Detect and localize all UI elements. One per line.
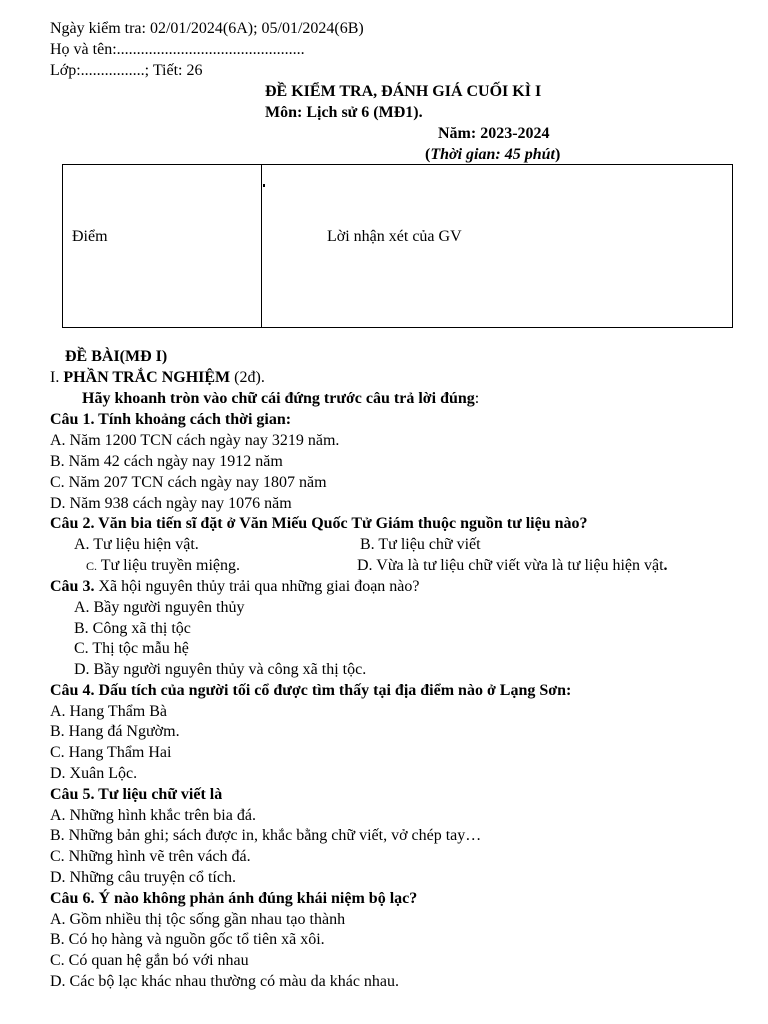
q3-option-d: D. Bầy người nguyên thủy và công xã thị tộc. [74,661,367,678]
question-6: Câu 6. Ý nào không phản ánh đúng khái niệm bộ lạc? [50,890,418,907]
q3-option-a: A. Bầy người nguyên thủy [74,599,245,616]
q4-option-b: B. Hang đá Ngườm. [50,723,180,740]
table-mark [263,184,265,187]
instruction: Hãy khoanh tròn vào chữ cái đứng trước câu trả lời đúng: [82,390,480,407]
school-year: Năm: 2023-2024 [438,125,550,142]
score-comment-table [62,164,733,328]
exam-subject: Môn: Lịch sử 6 (MĐ1). [265,104,423,121]
class-period-line: Lớp:................; Tiết: 26 [50,62,203,79]
question-3: Câu 3. Xã hội nguyên thủy trải qua những giai đoạn nào? [50,578,420,595]
table-divider [261,165,262,327]
q3-option-b: B. Công xã thị tộc [74,620,191,637]
q4-option-d: D. Xuân Lộc. [50,765,138,782]
q3-option-c: C. Thị tộc mẫu hệ [74,640,189,657]
q2-option-d: D. Vừa là tư liệu chữ viết vừa là tư liệu hiện vật. [357,557,668,574]
q2-option-a: A. Tư liệu hiện vật. [74,536,199,553]
question-5: Câu 5. Tư liệu chữ viết là [50,786,223,803]
q1-option-c: C. Năm 207 TCN cách ngày nay 1807 năm [50,474,327,491]
q2-option-b: B. Tư liệu chữ viết [360,536,481,553]
q5-option-c: C. Những hình vẽ trên vách đá. [50,848,251,865]
question-2: Câu 2. Văn bia tiến sĩ đặt ở Văn Miếu Quốc Tử Giám thuộc nguồn tư liệu nào? [50,515,588,532]
q5-option-a: A. Những hình khắc trên bia đá. [50,807,256,824]
q5-option-d: D. Những câu truyện cổ tích. [50,869,236,886]
q1-option-b: B. Năm 42 cách ngày nay 1912 năm [50,453,283,470]
q6-option-c: C. Có quan hệ gắn bó với nhau [50,952,249,969]
exam-date: Ngày kiểm tra: 02/01/2024(6A); 05/01/2024(6B) [50,20,364,37]
teacher-comment-label: Lời nhận xét của GV [327,228,462,245]
question-1: Câu 1. Tính khoảng cách thời gian: [50,411,292,428]
q1-option-d: D. Năm 938 cách ngày nay 1076 năm [50,495,292,512]
section-title: I. PHẦN TRẮC NGHIỆM (2đ). [50,369,265,386]
score-cell-label: Điểm [72,228,108,245]
q4-option-c: C. Hang Thẩm Hai [50,744,172,761]
q1-option-a: A. Năm 1200 TCN cách ngày nay 3219 năm. [50,432,340,449]
q6-option-d: D. Các bộ lạc khác nhau thường có màu da khác nhau. [50,973,400,990]
q4-option-a: A. Hang Thẩm Bà [50,703,168,720]
exam-heading: ĐỀ BÀI(MĐ I) [65,348,168,365]
exam-title: ĐỀ KIỂM TRA, ĐÁNH GIÁ CUỐI KÌ I [265,83,542,100]
question-4: Câu 4. Dấu tích của người tối cổ được tìm thấy tại địa điểm nào ở Lạng Sơn: [50,682,572,699]
student-name-line: Họ và tên:............................................... [50,41,305,58]
q6-option-b: B. Có họ hàng và nguồn gốc tổ tiên xã xôi. [50,931,325,948]
q5-option-b: B. Những bản ghi; sách được in, khắc bằng chữ viết, vở chép tay… [50,827,482,844]
q6-option-a: A. Gồm nhiều thị tộc sống gần nhau tạo thành [50,911,346,928]
exam-duration: (Thời gian: 45 phút) [425,146,561,163]
q2-option-c: C. Tư liệu truyền miệng. [86,557,241,574]
